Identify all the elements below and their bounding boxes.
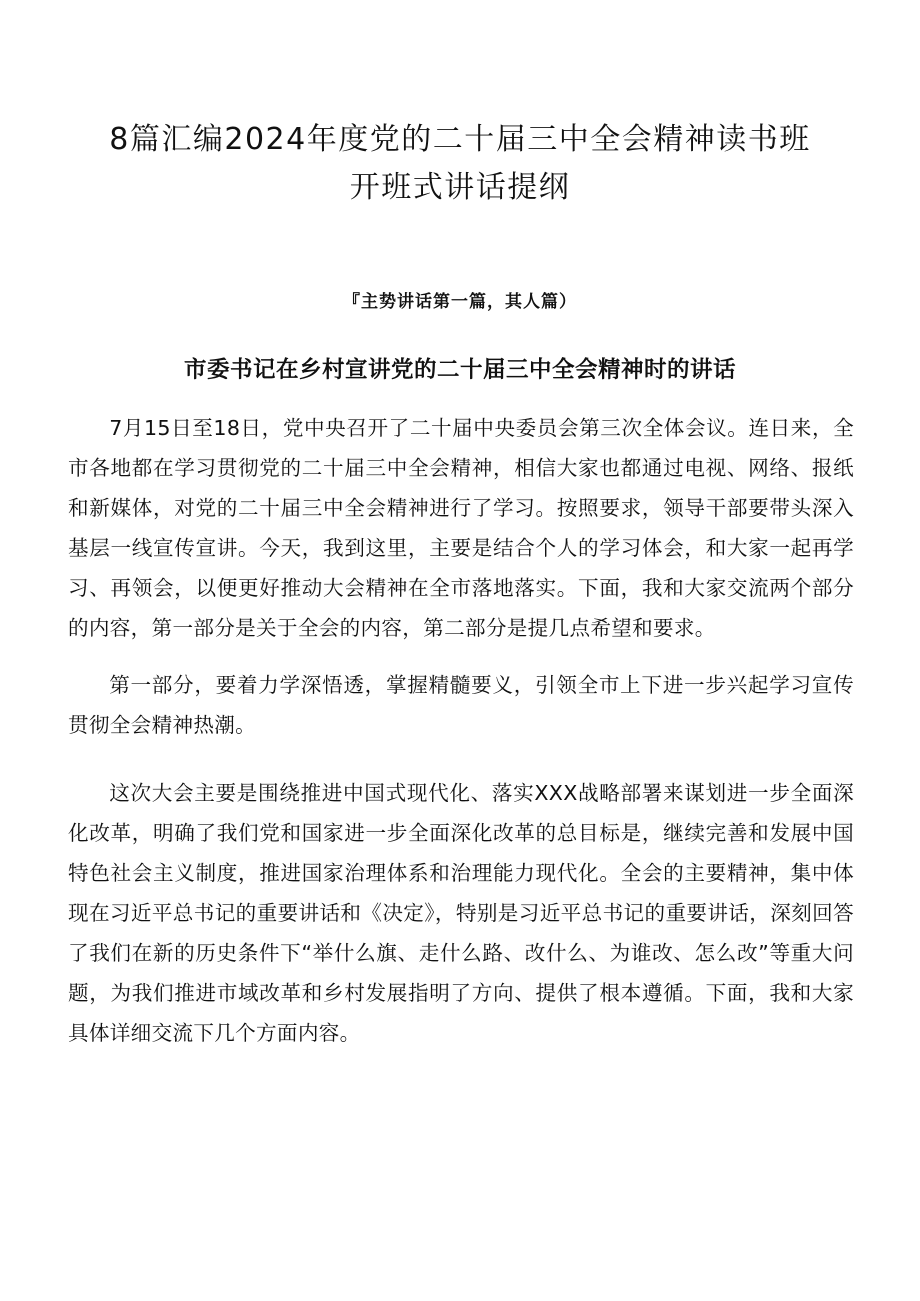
title-line-2: 开班式讲话提纲 [349,170,571,205]
title-line-1: 8篇汇编2024年度党的二十届三中全会精神读书班 [109,122,811,157]
paragraph-1: 7月15日至18日，党中央召开了二十届中央委员会第三次全体会议。连日来，全市各地都在学习贯彻党的二十届三中全会精神，相信大家也都通过电视、网络、报纸和新媒体，对党的二十届三中全会精神进行了学习。按照要求，领导干部要带头深入基层一线宣传宣讲。今天，我到这里，主要是结合个人的学习体会，和大家一起再学习、再领会，以便更好推动大会精神在全市落地落实。下面，我和大家交流两个部分的内容，第一部分是关于全会的内容，第二部分是提几点希望和要求。 [68,416,854,640]
document-title [70,116,850,212]
paragraph-3: 这次大会主要是围绕推进中国式现代化、落实XXX战略部署来谋划进一步全面深化改革，明确了我们党和国家进一步全面深化改革的总目标是，继续完善和发展中国特色社会主义制度，推进国家治理体系和治理能力现代化。全会的主要精神，集中体现在习近平总书记的重要讲话和《决定》，特别是习近平总书记的重要讲话，深刻回答了我们在新的历史条件下“举什么旗、走什么路、改什么、为谁改、怎么改”等重大问题，为我们推进市域改革和乡村发展指明了方向、提供了根本遵循。下面，我和大家具体详细交流下几个方面内容。 [68,781,854,1045]
document-body [68,408,854,1070]
section-subtitle: 『主势讲话第一篇，其人篇） [343,292,577,312]
paragraph-2: 第一部分，要着力学深悟透，掌握精髓要义，引领全市上下进一步兴起学习宣传贯彻全会精神热潮。 [68,673,854,737]
speech-title: 市委书记在乡村宣讲党的二十届三中全会精神时的讲话 [183,357,736,383]
